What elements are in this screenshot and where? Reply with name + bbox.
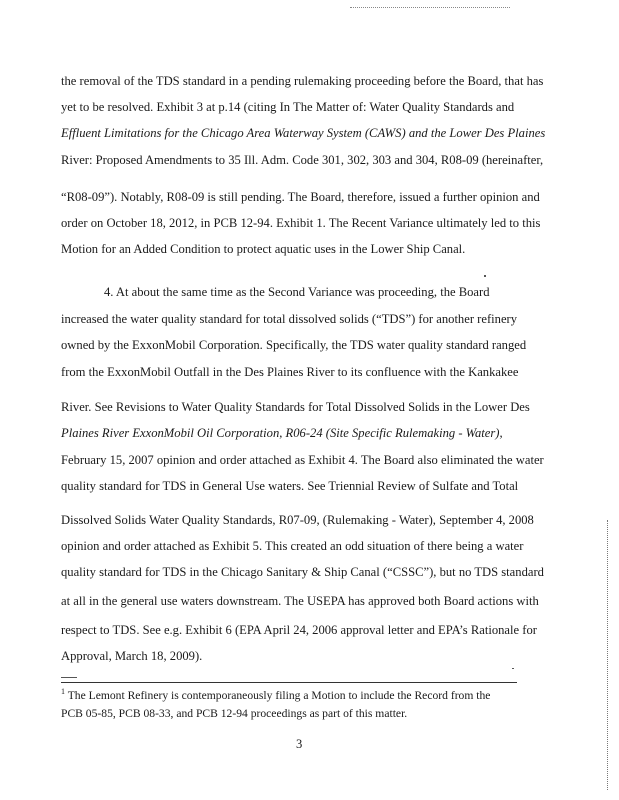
body-line-2: yet to be resolved. Exhibit 3 at p.14 (citing In The Matter of: Water Quality Standards and: [61, 100, 515, 114]
body-line-15: quality standard for TDS in General Use waters. See Triennial Review of Sulfate and Total: [61, 479, 519, 493]
footnote-text-1: The Lemont Refinery is contemporaneously filing a Motion to include the Record from the: [65, 689, 491, 702]
body-line-3: Effluent Limitations for the Chicago Area Waterway System (CAWS) and the Lower Des Plaines: [61, 126, 546, 140]
body-line-21: Approval, March 18, 2009).: [61, 649, 203, 663]
body-line-12: River. See Revisions to Water Quality Standards for Total Dissolved Solids in the Lower Des: [61, 400, 530, 414]
body-line-16: Dissolved Solids Water Quality Standards, R07-09, (Rulemaking - Water), September 4, 2008: [61, 513, 534, 527]
body-line-13: Plaines River ExxonMobil Oil Corporation, R06-24 (Site Specific Rulemaking - Water),: [61, 426, 503, 440]
page-number: 3: [296, 737, 303, 751]
body-line-6: order on October 18, 2012, in PCB 12-94. Exhibit 1. The Recent Variance ultimately led to this: [61, 216, 541, 230]
body-line-5: “R08-09”). Notably, R08-09 is still pending. The Board, therefore, issued a further opinion and: [61, 190, 540, 204]
body-line-9: increased the water quality standard for total dissolved solids (“TDS”) for another refinery: [61, 312, 518, 326]
footnote-line-1: [61, 687, 491, 702]
body-line-19: at all in the general use waters downstream. The USEPA has approved both Board actions with: [61, 594, 539, 608]
scan-speck: [484, 275, 486, 277]
paragraph-4-start: 4. At about the same time as the Second Variance was proceeding, the Board: [104, 285, 490, 299]
body-line-11: from the ExxonMobil Outfall in the Des Plaines River to its confluence with the Kankakee: [61, 365, 519, 379]
body-line-1: the removal of the TDS standard in a pending rulemaking proceeding before the Board, that has: [61, 74, 544, 88]
body-line-10: owned by the ExxonMobil Corporation. Specifically, the TDS water quality standard ranged: [61, 338, 527, 352]
body-line-20: respect to TDS. See e.g. Exhibit 6 (EPA April 24, 2006 approval letter and EPA’s Rationale for: [61, 623, 537, 637]
scan-edge-artifact: [607, 520, 609, 790]
body-line-4: River: Proposed Amendments to 35 Ill. Adm. Code 301, 302, 303 and 304, R08-09 (hereinafter,: [61, 153, 544, 167]
body-line-7: Motion for an Added Condition to protect aquatic uses in the Lower Ship Canal.: [61, 242, 466, 256]
footnote-marker: 1: [61, 687, 65, 696]
body-line-14: February 15, 2007 opinion and order attached as Exhibit 4. The Board also eliminated the water: [61, 453, 544, 467]
scan-speck: [61, 677, 77, 678]
scan-speck: [512, 668, 514, 669]
footnote-divider: [61, 682, 517, 683]
scan-artifact-top: [350, 7, 510, 8]
body-line-17: opinion and order attached as Exhibit 5. This created an odd situation of there being a water: [61, 539, 524, 553]
body-line-18: quality standard for TDS in the Chicago Sanitary & Ship Canal (“CSSC”), but no TDS standard: [61, 565, 544, 579]
footnote-line-2: PCB 05-85, PCB 08-33, and PCB 12-94 proceedings as part of this matter.: [61, 707, 408, 720]
